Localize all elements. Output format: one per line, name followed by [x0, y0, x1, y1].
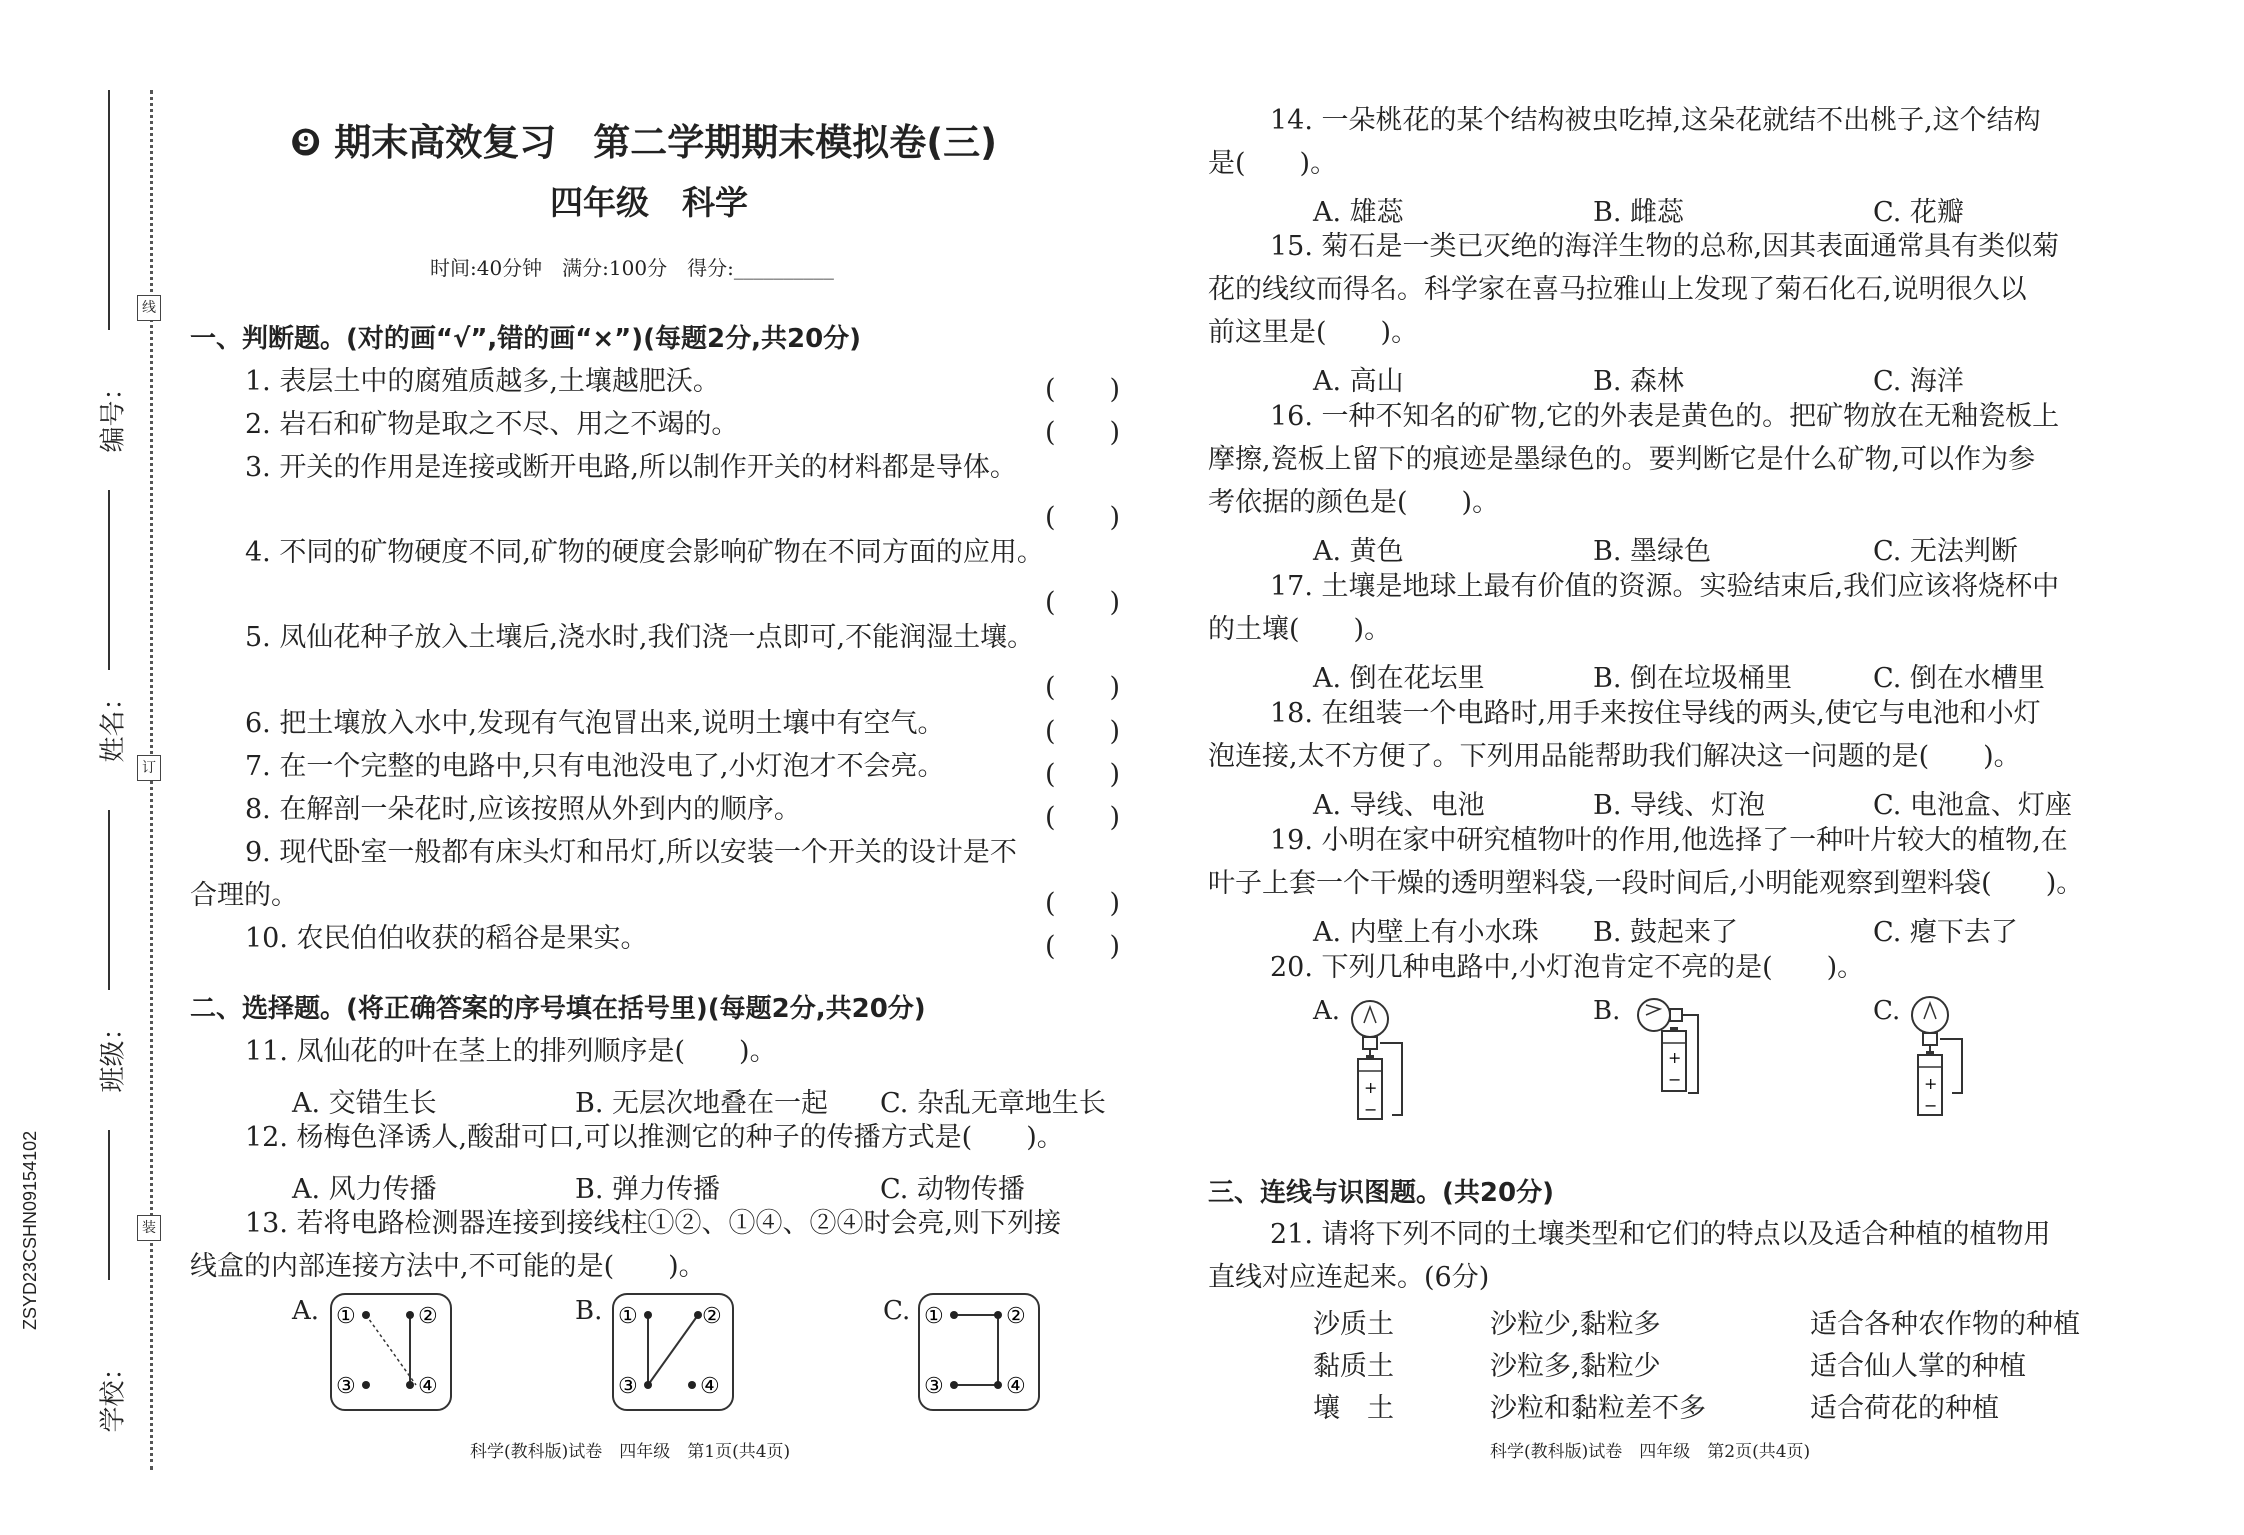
- q17-option-a[interactable]: A. 倒在花坛里: [1313, 663, 1485, 694]
- section2-heading: 二、选择题。(将正确答案的序号填在括号里)(每题2分,共20分): [190, 994, 926, 1024]
- q16-option-c[interactable]: C. 无法判断: [1873, 536, 2018, 567]
- binding-mark-order: 订: [137, 755, 161, 781]
- q13-diagram-b[interactable]: [612, 1293, 734, 1411]
- footer-left: 科学(教科版)试卷 四年级 第1页(共4页): [470, 1442, 791, 1462]
- question-20: 20. 下列几种电路中,小灯泡肯定不亮的是( )。: [1270, 952, 1865, 983]
- question-18-cont: 泡连接,太不方便了。下列用品能帮助我们解决这一问题的是( )。: [1208, 741, 2021, 772]
- q18-option-c[interactable]: C. 电池盒、灯座: [1873, 790, 2072, 821]
- q17-option-c[interactable]: C. 倒在水槽里: [1873, 663, 2045, 694]
- q19-option-c[interactable]: C. 瘪下去了: [1873, 917, 2018, 948]
- soil-type-3[interactable]: 壤 土: [1313, 1393, 1394, 1424]
- question-16-cont2: 考依据的颜色是( )。: [1208, 487, 1500, 518]
- answer-blank-8[interactable]: ( ): [1045, 802, 1121, 833]
- q18-option-a[interactable]: A. 导线、电池: [1313, 790, 1485, 821]
- exam-info: 时间:40分钟 满分:100分 得分:__________: [430, 256, 834, 280]
- question-5: 5. 凤仙花种子放入土壤后,浇水时,我们浇一点即可,不能润湿土壤。: [245, 622, 1035, 653]
- q13-diagram-c[interactable]: [918, 1293, 1040, 1411]
- q12-option-c[interactable]: C. 动物传播: [880, 1174, 1025, 1205]
- terminal-3: ③: [924, 1374, 944, 1399]
- question-16-cont1: 摩擦,瓷板上留下的痕迹是墨绿色的。要判断它是什么矿物,可以作为参: [1208, 444, 2036, 475]
- q20-circuit-c[interactable]: [1900, 993, 2010, 1133]
- q13-label-c[interactable]: C.: [883, 1296, 911, 1326]
- terminal-2: ②: [418, 1304, 438, 1329]
- question-19-cont: 叶子上套一个干燥的透明塑料袋,一段时间后,小明能观察到塑料袋( )。: [1208, 868, 2084, 899]
- terminal-4: ④: [418, 1374, 438, 1399]
- battery-plus: +: [1924, 1074, 1938, 1093]
- label-school: 学校：: [98, 1354, 129, 1433]
- battery-plus: +: [1364, 1078, 1378, 1097]
- q17-option-b[interactable]: B. 倒在垃圾桶里: [1593, 663, 1793, 694]
- terminal-2: ②: [702, 1304, 722, 1329]
- q19-option-b[interactable]: B. 鼓起来了: [1593, 917, 1739, 948]
- question-21: 21. 请将下列不同的土壤类型和它们的特点以及适合种植的植物用: [1270, 1219, 2051, 1250]
- q20-label-b[interactable]: B.: [1593, 996, 1621, 1026]
- terminal-1: ①: [618, 1304, 638, 1329]
- answer-blank-4[interactable]: ( ): [1045, 587, 1121, 618]
- q18-option-b[interactable]: B. 导线、灯泡: [1593, 790, 1766, 821]
- q16-option-a[interactable]: A. 黄色: [1313, 536, 1404, 567]
- q11-option-c[interactable]: C. 杂乱无章地生长: [880, 1088, 1106, 1119]
- q15-option-a[interactable]: A. 高山: [1313, 366, 1404, 397]
- q12-option-b[interactable]: B. 弹力传播: [575, 1174, 721, 1205]
- question-12: 12. 杨梅色泽诱人,酸甜可口,可以推测它的种子的传播方式是( )。: [245, 1122, 1064, 1153]
- soil-type-1[interactable]: 沙质土: [1313, 1309, 1394, 1340]
- terminal-3: ③: [618, 1374, 638, 1399]
- question-17-cont: 的土壤( )。: [1208, 614, 1392, 645]
- question-13-cont: 线盒的内部连接方法中,不可能的是( )。: [190, 1251, 706, 1282]
- soil-plant-3[interactable]: 适合荷花的种植: [1810, 1393, 1999, 1424]
- terminal-1: ①: [924, 1304, 944, 1329]
- soil-plant-2[interactable]: 适合仙人掌的种植: [1810, 1351, 2026, 1382]
- question-14-cont: 是( )。: [1208, 148, 1338, 179]
- question-8: 8. 在解剖一朵花时,应该按照从外到内的顺序。: [245, 794, 801, 825]
- q13-label-a[interactable]: A.: [292, 1296, 320, 1326]
- binding-mark-line: 线: [137, 295, 161, 321]
- answer-blank-2[interactable]: ( ): [1045, 417, 1121, 448]
- terminal-1: ①: [336, 1304, 356, 1329]
- binding-mark-bind: 装: [137, 1215, 161, 1241]
- soil-feature-2[interactable]: 沙粒多,黏粒少: [1490, 1351, 1661, 1382]
- question-11: 11. 凤仙花的叶在茎上的排列顺序是( )。: [245, 1036, 777, 1067]
- terminal-4: ④: [700, 1374, 720, 1399]
- terminal-3: ③: [336, 1374, 356, 1399]
- question-10: 10. 农民伯伯收获的稻谷是果实。: [245, 923, 648, 954]
- class-field-line[interactable]: [108, 810, 110, 990]
- name-field-line[interactable]: [108, 490, 110, 670]
- answer-blank-9[interactable]: ( ): [1045, 888, 1121, 919]
- q16-option-b[interactable]: B. 墨绿色: [1593, 536, 1712, 567]
- battery-minus: −: [1364, 1100, 1378, 1119]
- answer-blank-1[interactable]: ( ): [1045, 374, 1121, 405]
- section3-heading: 三、连线与识图题。(共20分): [1208, 1178, 1554, 1208]
- q14-option-b[interactable]: B. 雌蕊: [1593, 197, 1685, 228]
- terminal-2: ②: [1006, 1304, 1026, 1329]
- battery-plus: +: [1668, 1048, 1682, 1067]
- soil-plant-1[interactable]: 适合各种农作物的种植: [1810, 1309, 2080, 1340]
- answer-blank-6[interactable]: ( ): [1045, 716, 1121, 747]
- q20-label-c[interactable]: C.: [1873, 996, 1901, 1026]
- answer-blank-7[interactable]: ( ): [1045, 759, 1121, 790]
- question-19: 19. 小明在家中研究植物叶的作用,他选择了一种叶片较大的植物,在: [1270, 825, 2068, 856]
- soil-feature-1[interactable]: 沙粒少,黏粒多: [1490, 1309, 1661, 1340]
- question-6: 6. 把土壤放入水中,发现有气泡冒出来,说明土壤中有空气。: [245, 708, 945, 739]
- q20-circuit-a[interactable]: [1340, 993, 1450, 1133]
- battery-minus: −: [1668, 1070, 1682, 1089]
- q15-option-c[interactable]: C. 海洋: [1873, 366, 1964, 397]
- question-15-cont2: 前这里是( )。: [1208, 317, 1419, 348]
- school-field-line[interactable]: [108, 1130, 110, 1280]
- question-17: 17. 土壤是地球上最有价值的资源。实验结束后,我们应该将烧杯中: [1270, 571, 2060, 602]
- battery-minus: −: [1924, 1096, 1938, 1115]
- question-9: 9. 现代卧室一般都有床头灯和吊灯,所以安装一个开关的设计是不: [245, 837, 1017, 868]
- question-21-cont: 直线对应连起来。(6分): [1208, 1262, 1490, 1293]
- soil-feature-3[interactable]: 沙粒和黏粒差不多: [1490, 1393, 1706, 1424]
- question-13: 13. 若将电路检测器连接到接线柱①②、①④、②④时会亮,则下列接: [245, 1208, 1062, 1239]
- question-4: 4. 不同的矿物硬度不同,矿物的硬度会影响矿物在不同方面的应用。: [245, 537, 1044, 568]
- number-field-line[interactable]: [108, 90, 110, 330]
- q14-option-a[interactable]: A. 雄蕊: [1313, 197, 1404, 228]
- label-name: 姓名：: [98, 684, 129, 763]
- q11-option-a[interactable]: A. 交错生长: [292, 1088, 437, 1119]
- q14-option-c[interactable]: C. 花瓣: [1873, 197, 1964, 228]
- question-3: 3. 开关的作用是连接或断开电路,所以制作开关的材料都是导体。: [245, 452, 1017, 483]
- question-15-cont1: 花的线纹而得名。科学家在喜马拉雅山上发现了菊石化石,说明很久以: [1208, 274, 2027, 305]
- q13-label-b[interactable]: B.: [575, 1296, 603, 1326]
- q15-option-b[interactable]: B. 森林: [1593, 366, 1685, 397]
- question-9-cont: 合理的。: [190, 880, 298, 911]
- footer-right: 科学(教科版)试卷 四年级 第2页(共4页): [1490, 1442, 1811, 1462]
- paper-code: ZSYD23CSHN09154102: [20, 1130, 40, 1330]
- label-class: 班级：: [98, 1014, 129, 1093]
- answer-blank-10[interactable]: ( ): [1045, 931, 1121, 962]
- question-2: 2. 岩石和矿物是取之不尽、用之不竭的。: [245, 409, 739, 440]
- terminal-4: ④: [1006, 1374, 1026, 1399]
- q11-option-b[interactable]: B. 无层次地叠在一起: [575, 1088, 829, 1119]
- q12-option-a[interactable]: A. 风力传播: [292, 1174, 437, 1205]
- q20-label-a[interactable]: A.: [1313, 996, 1341, 1026]
- question-18: 18. 在组装一个电路时,用手来按住导线的两头,使它与电池和小灯: [1270, 698, 2041, 729]
- question-16: 16. 一种不知名的矿物,它的外表是黄色的。把矿物放在无釉瓷板上: [1270, 401, 2060, 432]
- answer-blank-5[interactable]: ( ): [1045, 672, 1121, 703]
- question-1: 1. 表层土中的腐殖质越多,土壤越肥沃。: [245, 366, 720, 397]
- page-title: ❾ 期末高效复习 第二学期期末模拟卷(三): [290, 121, 998, 164]
- question-14: 14. 一朵桃花的某个结构被虫吃掉,这朵花就结不出桃子,这个结构: [1270, 105, 2041, 136]
- q19-option-a[interactable]: A. 内壁上有小水珠: [1313, 917, 1539, 948]
- q20-circuit-b[interactable]: [1630, 993, 1740, 1133]
- label-number: 编号：: [98, 374, 129, 453]
- answer-blank-3[interactable]: ( ): [1045, 502, 1121, 533]
- question-15: 15. 菊石是一类已灭绝的海洋生物的总称,因其表面通常具有类似菊: [1270, 231, 2060, 262]
- soil-type-2[interactable]: 黏质土: [1313, 1351, 1394, 1382]
- page-subtitle: 四年级 科学: [550, 183, 748, 222]
- question-7: 7. 在一个完整的电路中,只有电池没电了,小灯泡才不会亮。: [245, 751, 945, 782]
- q13-diagram-a[interactable]: [330, 1293, 452, 1411]
- section1-heading: 一、判断题。(对的画“√”,错的画“×”)(每题2分,共20分): [190, 324, 862, 354]
